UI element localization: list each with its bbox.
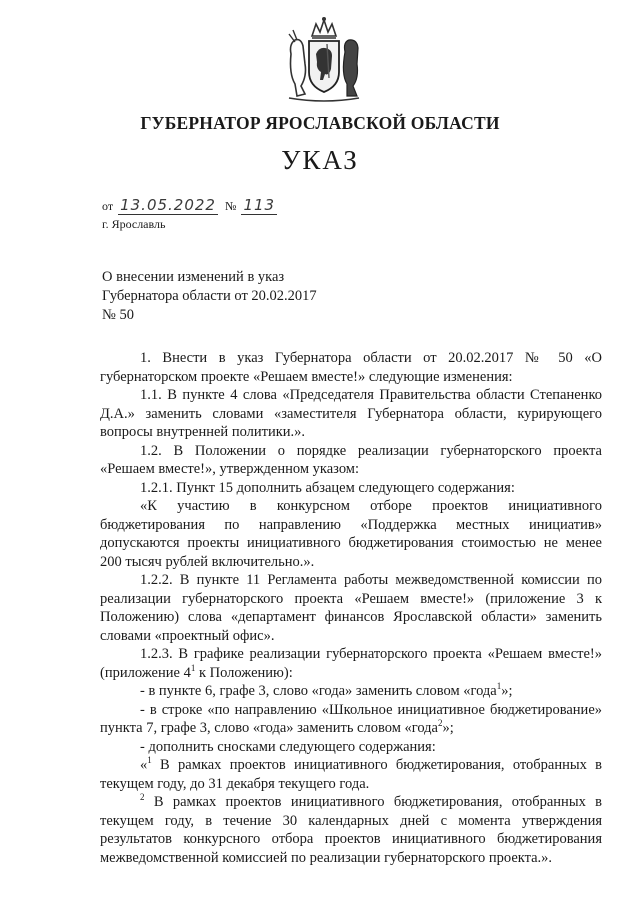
footnote-2 (100, 793, 602, 867)
yaroslavl-coat-of-arms-icon (283, 14, 365, 106)
decree-date-number (102, 196, 277, 214)
paragraph-1-2: 1.2. В Положении о порядке реализации губернаторского проекта «Решаем вместе!», утвержденном указом: (100, 442, 602, 477)
document-type-title: УКАЗ (281, 145, 359, 175)
bullet-3: - дополнить сносками следующего содержания: (140, 738, 436, 755)
superscript: 1 (496, 681, 502, 692)
paragraph-1-2-3 (100, 645, 602, 682)
footnote-1-text: В рамках проектов инициативного бюджетирования, отобранных в текущем году, до 31 декабря текущего года. (100, 757, 602, 792)
footnote-1-open: « (140, 757, 148, 773)
document-subject (102, 268, 317, 325)
superscript: 2 (437, 718, 443, 729)
paragraph-1-1: 1.1. В пункте 4 слова «Председателя Правительства области Степаненко Д.А.» заменить словами «заместителя Губернатора области, курирующего вопросы внутренней политики.». (100, 387, 602, 440)
bullet-1-end: »; (501, 683, 513, 699)
paragraph-1-2-3-end: к Положению): (195, 664, 293, 681)
paragraph-1-2-2: 1.2.2. В пункте 11 Регламента работы межведомственной комиссии по реализации губернаторского проекта «Решаем вместе!» (приложение 3 к Положению) слова «департамент финансов Ярославской области» заменить словами «проектный офис». (100, 572, 602, 644)
issuer-title: ГУБЕРНАТОР ЯРОСЛАВСКОЙ ОБЛАСТИ (140, 113, 500, 133)
footnote-1 (100, 756, 602, 793)
number-label: № (224, 199, 237, 213)
superscript: 2 (140, 792, 145, 803)
superscript: 1 (147, 755, 152, 766)
paragraph-1-2-3-text: 1.2.3. В графике реализации губернаторского проекта «Решаем вместе!» (приложение 4 (100, 646, 602, 681)
number-value: 113 (243, 196, 276, 214)
bullet-2 (100, 701, 602, 738)
paragraph-1-2-1: 1.2.1. Пункт 15 дополнить абзацем следующего содержания: (140, 479, 515, 496)
bullet-2-text: - в строке «по направлению «Школьное инициативное бюджетирование» пункта 7, графе 3, слово «года» заменить словом «года (100, 701, 602, 736)
bullet-1 (100, 682, 602, 701)
superscript: 1 (190, 662, 196, 673)
paragraph-1: 1. Внести в указ Губернатора области от 20.02.2017 № 50 «О губернаторском проекте «Решаем вместе!» следующие изменения: (100, 350, 602, 385)
date-value: 13.05.2022 (120, 196, 216, 214)
date-label: от (102, 199, 114, 213)
paragraph-1-2-1-quote: «К участию в конкурсном отборе проектов инициативного бюджетирования по направлению «Поддержка местных инициатив» допускаются проекты инициативного бюджетирования стоимостью не менее 200 тысяч рублей включительно.». (100, 498, 602, 570)
footnote-2-text: В рамках проектов инициативного бюджетирования, отобранных в текущем году, в течение 30 календарных дней с момента утверждения результатов конкурсного отбора проектов инициативного бюджетирования межведомственной комиссией по реализации губернаторского проекта.». (100, 794, 602, 866)
decree-body (100, 349, 602, 867)
subject-line: О внесении изменений в указ (102, 269, 285, 285)
bullet-2-end: »; (442, 720, 454, 736)
subject-line: Губернатора области от 20.02.2017 (102, 288, 317, 304)
city-name: г. Ярославль (102, 217, 166, 231)
subject-line: № 50 (102, 307, 134, 323)
bullet-1-text: - в пункте 6, графе 3, слово «года» заменить словом «года (140, 683, 497, 699)
